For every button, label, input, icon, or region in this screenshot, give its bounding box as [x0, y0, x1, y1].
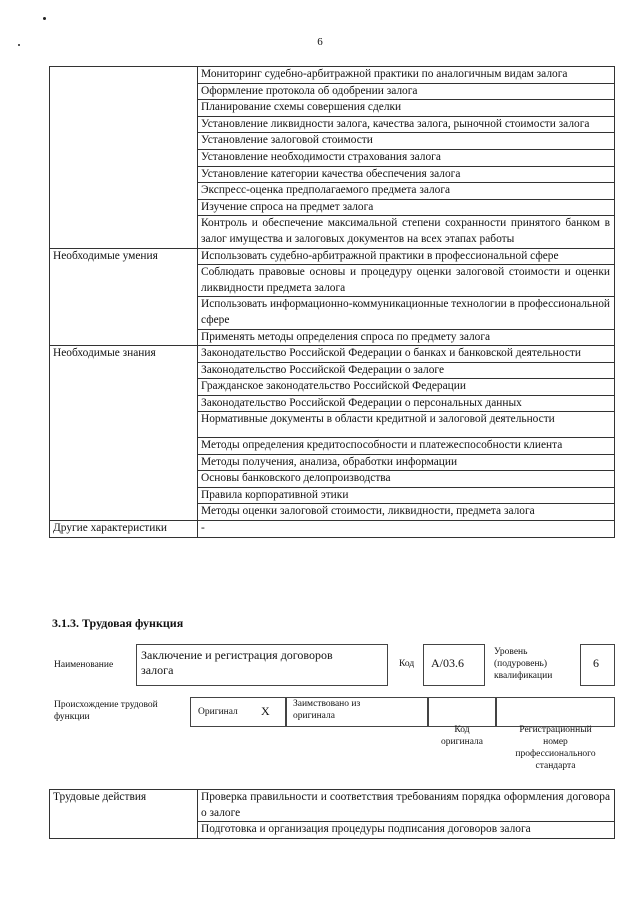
reg-number-caption-3: профессионального: [515, 749, 596, 759]
knowledge-table: [49, 66, 615, 538]
original-label: Оригинал: [198, 707, 238, 717]
level-label-2: (подуровень): [494, 659, 548, 669]
table-cell: Изучение спроса на предмет залога: [198, 199, 615, 216]
actions-table: [49, 789, 615, 839]
table-cell: Мониторинг судебно-арбитражной практики по аналогичным видам залога: [198, 67, 615, 84]
actions-label: Трудовые действия: [50, 790, 198, 839]
page-number: 6: [317, 36, 323, 48]
table-cell: Методы оценки залоговой стоимости, ликвидности, предмета залога: [198, 504, 615, 521]
table-cell: Использовать судебно-арбитражной практики в профессиональной сфере: [198, 248, 615, 265]
code-value: А/03.6: [431, 656, 464, 670]
table-cell: Нормативные документы в области кредитной и залоговой деятельности: [198, 412, 615, 438]
table-cell: Правила корпоративной этики: [198, 487, 615, 504]
orig-code-caption-2: оригинала: [441, 737, 483, 747]
reg-number-caption-4: стандарта: [535, 761, 576, 771]
name-value-line2: залога: [141, 663, 174, 677]
code-label: Код: [399, 659, 415, 669]
table-cell: Установление ликвидности залога, качества залога, рыночной стоимости залога: [198, 116, 615, 133]
table-cell: -: [198, 521, 615, 538]
reg-number-box: [496, 697, 615, 727]
table-cell: Установление залоговой стоимости: [198, 133, 615, 150]
table-cell: Планирование схемы совершения сделки: [198, 100, 615, 117]
table-cell: Проверка правильности и соответствия требованиям порядка оформления договора о залоге: [198, 790, 615, 822]
table-cell: Установление необходимости страхования залога: [198, 149, 615, 166]
table-cell: Применять методы определения спроса по предмету залога: [198, 329, 615, 346]
original-code-box: [428, 697, 496, 727]
name-label: Наименование: [54, 660, 114, 670]
level-value: 6: [593, 656, 599, 670]
table-cell: Законодательство Российской Федерации о залоге: [198, 362, 615, 379]
knowledge-label: Необходимые знания: [50, 346, 198, 521]
section-title: 3.1.3. Трудовая функция: [52, 616, 184, 630]
orig-code-caption-1: Код: [454, 725, 470, 735]
table-cell: Гражданское законодательство Российской Федерации: [198, 379, 615, 396]
skills-label: Необходимые умения: [50, 248, 198, 346]
table-cell: Экспресс-оценка предполагаемого предмета залога: [198, 183, 615, 200]
name-value-line1: Заключение и регистрация договоров: [141, 648, 333, 662]
table-cell: Основы банковского делопроизводства: [198, 471, 615, 488]
origin-label-2: функции: [54, 712, 90, 722]
table-cell: Соблюдать правовые основы и процедуру оценки залоговой стоимости и оценки ликвидности предмета залога: [198, 265, 615, 297]
origin-label-1: Происхождение трудовой: [54, 700, 158, 710]
reg-number-caption-1: Регистрационный: [519, 725, 592, 735]
scan-speck: [43, 17, 46, 20]
reg-number-caption-2: номер: [543, 737, 568, 747]
borrowed-label-2: оригинала: [293, 711, 335, 721]
table-cell: Установление категории качества обеспечения залога: [198, 166, 615, 183]
level-label-1: Уровень: [494, 647, 528, 657]
table-cell: Законодательство Российской Федерации о персональных данных: [198, 395, 615, 412]
table-cell: Методы получения, анализа, обработки информации: [198, 454, 615, 471]
table-cell: Методы определения кредитоспособности и платежеспособности клиента: [198, 438, 615, 455]
other-label: Другие характеристики: [50, 521, 198, 538]
table-cell: Оформление протокола об одобрении залога: [198, 83, 615, 100]
borrowed-label-1: Заимствовано из: [293, 699, 361, 709]
table-cell: Контроль и обеспечение максимальной степени сохранности принятого банком в залог имущества и залоговых документов на всех этапах работы: [198, 216, 615, 248]
original-mark: X: [261, 704, 270, 718]
level-label-3: квалификации: [494, 671, 553, 681]
table-cell: Использовать информационно-коммуникационные технологии в профессиональной сфере: [198, 297, 615, 329]
table-cell: Законодательство Российской Федерации о банках и банковской деятельности: [198, 346, 615, 363]
table-cell: Подготовка и организация процедуры подписания договоров залога: [198, 822, 615, 839]
continued-label-cell: [50, 67, 198, 249]
